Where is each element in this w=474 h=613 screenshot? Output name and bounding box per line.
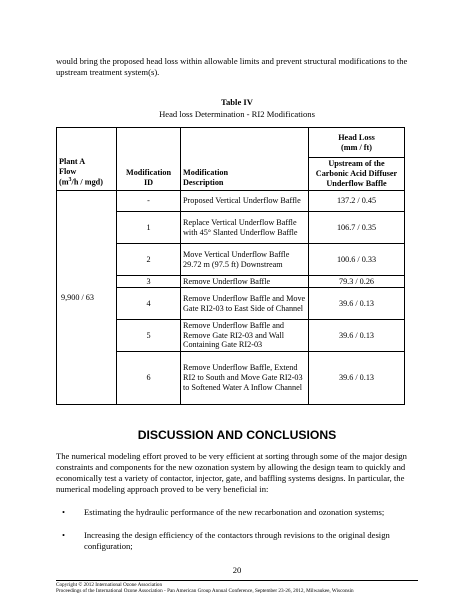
row-head-loss: 100.6 / 0.33: [309, 244, 405, 276]
row-id: 2: [117, 244, 181, 276]
footer: [56, 582, 436, 595]
row-head-loss: 39.6 / 0.13: [309, 320, 405, 352]
header-sub-line2: Carbonic Acid Diffuser: [315, 169, 398, 179]
row-description: Remove Underflow Baffle: [181, 276, 309, 288]
header-flow-unit-prefix: (m: [59, 178, 69, 188]
row-head-loss: 106.7 / 0.35: [309, 212, 405, 244]
header-desc-line2: Description: [183, 178, 224, 188]
table-row: [57, 191, 405, 212]
row-id: -: [117, 191, 181, 212]
header-flow-line1: Plant A: [59, 156, 86, 166]
table-caption: Head loss Determination - RI2 Modifications: [159, 109, 315, 119]
header-flow-unit-sup: 3: [68, 177, 72, 184]
header-head-loss: [309, 128, 405, 158]
row-description: Remove Underflow Baffle and Move Gate RI2-03 to East Side of Channel: [181, 288, 309, 320]
row-description: Move Vertical Underflow Baffle 29.72 m (97.5 ft) Downstream: [181, 244, 309, 276]
footer-proceedings: Proceedings of the International Ozone Association - Pan American Group Annual Conference, September 23-26, 2012, Milwaukee, Wisconsin: [56, 588, 354, 595]
row-id: 1: [117, 212, 181, 244]
header-desc-line1: Modification: [183, 168, 229, 178]
intro-paragraph: would bring the proposed head loss within allowable limits and prevent structural modifications to the upstream treatment system(s).: [56, 56, 408, 77]
header-sub-line3: Underflow Baffle: [326, 178, 387, 188]
row-description: Proposed Vertical Underflow Baffle: [181, 191, 309, 212]
header-headloss-line1: Head Loss: [338, 132, 375, 142]
header-flow-unit-suffix: /h / mgd): [71, 178, 103, 188]
header-flow-line2: Flow: [59, 166, 77, 176]
row-head-loss: 79.3 / 0.26: [309, 276, 405, 288]
footer-copyright: Copyright © 2012 International Ozone Association: [56, 582, 163, 588]
row-id: 6: [117, 352, 181, 405]
row-head-loss: 39.6 / 0.13: [309, 288, 405, 320]
row-id: 5: [117, 320, 181, 352]
header-headloss-line2: (mm / ft): [341, 142, 372, 152]
footer-divider: [56, 580, 418, 581]
head-loss-table: [56, 127, 405, 405]
bullet-text: Estimating the hydraulic performance of the new recarbonation and ozonation systems;: [84, 507, 385, 517]
row-id: 4: [117, 288, 181, 320]
header-modification-description: [181, 128, 309, 191]
header-id-line1: Modification: [125, 168, 172, 178]
table-number: Table IV: [221, 97, 253, 107]
row-head-loss: 39.6 / 0.13: [309, 352, 405, 405]
row-id: 3: [117, 276, 181, 288]
row-description: Remove Underflow Baffle and Remove Gate RI2-03 and Wall Containing Gate RI2-03: [181, 320, 309, 352]
bullet-icon: •: [62, 507, 66, 517]
header-flow-line3: [59, 176, 114, 188]
flow-value: 9,900 / 63: [57, 191, 117, 405]
header-modification-id: [117, 128, 181, 191]
row-head-loss: 137.2 / 0.45: [309, 191, 405, 212]
row-description: Replace Vertical Underflow Baffle with 45° Slanted Underflow Baffle: [181, 212, 309, 244]
section-heading: DISCUSSION AND CONCLUSIONS: [137, 428, 337, 442]
row-description: Remove Underflow Baffle, Extend RI2 to South and Move Gate RI2-03 to Softened Water A Inflow Channel: [181, 352, 309, 405]
page-number: 20: [232, 565, 242, 575]
header-sub-line1: Upstream of the: [328, 159, 385, 169]
header-upstream-diffuser: [309, 158, 405, 191]
bullet-text: Increasing the design efficiency of the contactors through revisions to the original design configuration;: [84, 530, 390, 551]
header-flow: [57, 128, 117, 191]
header-id-line2: ID: [143, 178, 154, 188]
discussion-paragraph: The numerical modeling effort proved to be very efficient at sorting through some of the major design constraints and components for the new ozonation system by allowing the design team to quickly and economically test a variety of contactor, injector, gate, and baffling systems designs. In particular, the numerical modeling approach proved to be very beneficial in:: [56, 451, 407, 494]
bullet-icon: •: [62, 530, 66, 540]
